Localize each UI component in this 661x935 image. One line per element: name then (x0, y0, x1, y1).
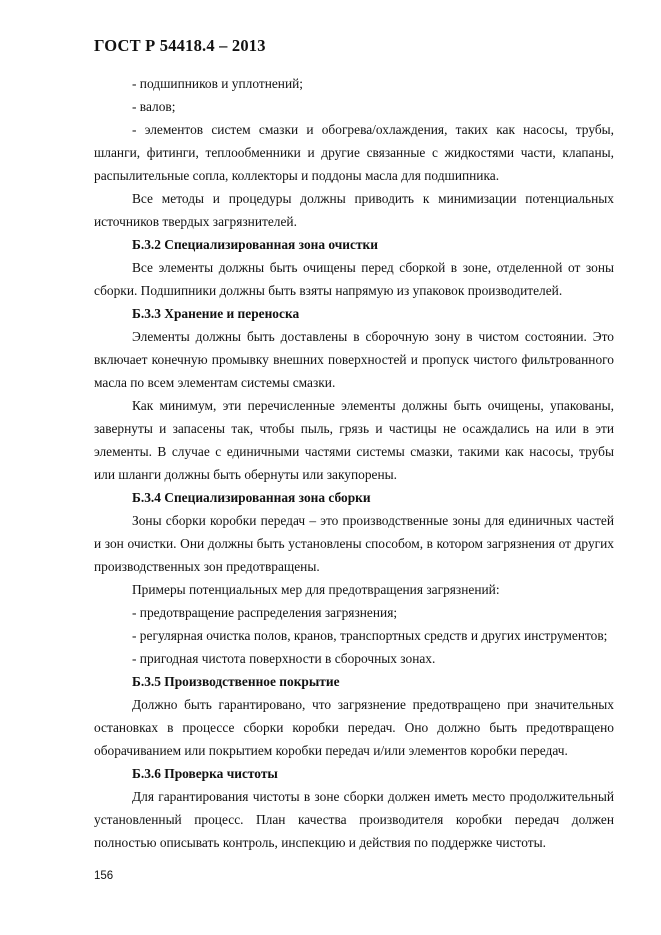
list-item: - предотвращение распределения загрязнения; (132, 605, 398, 620)
document-body (94, 72, 614, 854)
section-heading: Б.3.2 Специализированная зона очистки (132, 237, 378, 252)
paragraph: Все методы и процедуры должны приводить к минимизации потенциальных источников твердых загрязнителей. (94, 191, 614, 229)
page-number: 156 (94, 870, 114, 882)
paragraph: Зоны сборки коробки передач – это производственные зоны для единичных частей и зон очистки. Они должны быть установлены способом, в котором загрязнения от других производственных зон предотвращены. (94, 513, 614, 574)
list-item: - подшипников и уплотнений; (132, 76, 304, 91)
section-heading: Б.3.6 Проверка чистоты (132, 766, 278, 781)
paragraph: Для гарантирования чистоты в зоне сборки должен иметь место продолжительный установленный процесс. План качества производителя коробки передач должен полностью описывать контроль, инспекцию и действия по поддержке чистоты. (94, 789, 614, 850)
list-item: - пригодная чистота поверхности в сборочных зонах. (132, 651, 436, 666)
section-heading: Б.3.4 Специализированная зона сборки (132, 490, 371, 505)
paragraph: Элементы должны быть доставлены в сборочную зону в чистом состоянии. Это включает конечную промывку внешних поверхностей и пропуск чистого фильтрованного масла по всем элементам системы смазки. (94, 329, 614, 390)
section-heading: Б.3.3 Хранение и переноска (132, 306, 300, 321)
list-item: - валов; (132, 99, 176, 114)
list-item: - элементов систем смазки и обогрева/охлаждения, таких как насосы, трубы, шланги, фитинги, теплообменники и другие связанные с жидкостями части, клапаны, распылительные сопла, коллекторы и поддоны масла для подшипника. (94, 122, 614, 183)
paragraph: Примеры потенциальных мер для предотвращения загрязнений: (132, 582, 500, 597)
list-item: - регулярная очистка полов, кранов, транспортных средств и других инструментов; (132, 628, 608, 643)
paragraph: Должно быть гарантировано, что загрязнение предотвращено при значительных остановках в процессе сборки коробки передач. Оно должно быть предотвращено оборачиванием или покрытием коробки передач и/или элементов коробки передач. (94, 697, 614, 758)
paragraph: Как минимум, эти перечисленные элементы должны быть очищены, упакованы, завернуты и запасены так, чтобы пыль, грязь и частицы не осаждались на или в эти элементы. В случае с единичными частями системы смазки, такими как насосы, трубы или шланги должны быть обернуты или закупорены. (94, 398, 614, 482)
paragraph: Все элементы должны быть очищены перед сборкой в зоне, отделенной от зоны сборки. Подшипники должны быть взяты напрямую из упаковок производителей. (94, 260, 614, 298)
section-heading: Б.3.5 Производственное покрытие (132, 674, 340, 689)
document-header: ГОСТ Р 54418.4 – 2013 (94, 36, 266, 55)
